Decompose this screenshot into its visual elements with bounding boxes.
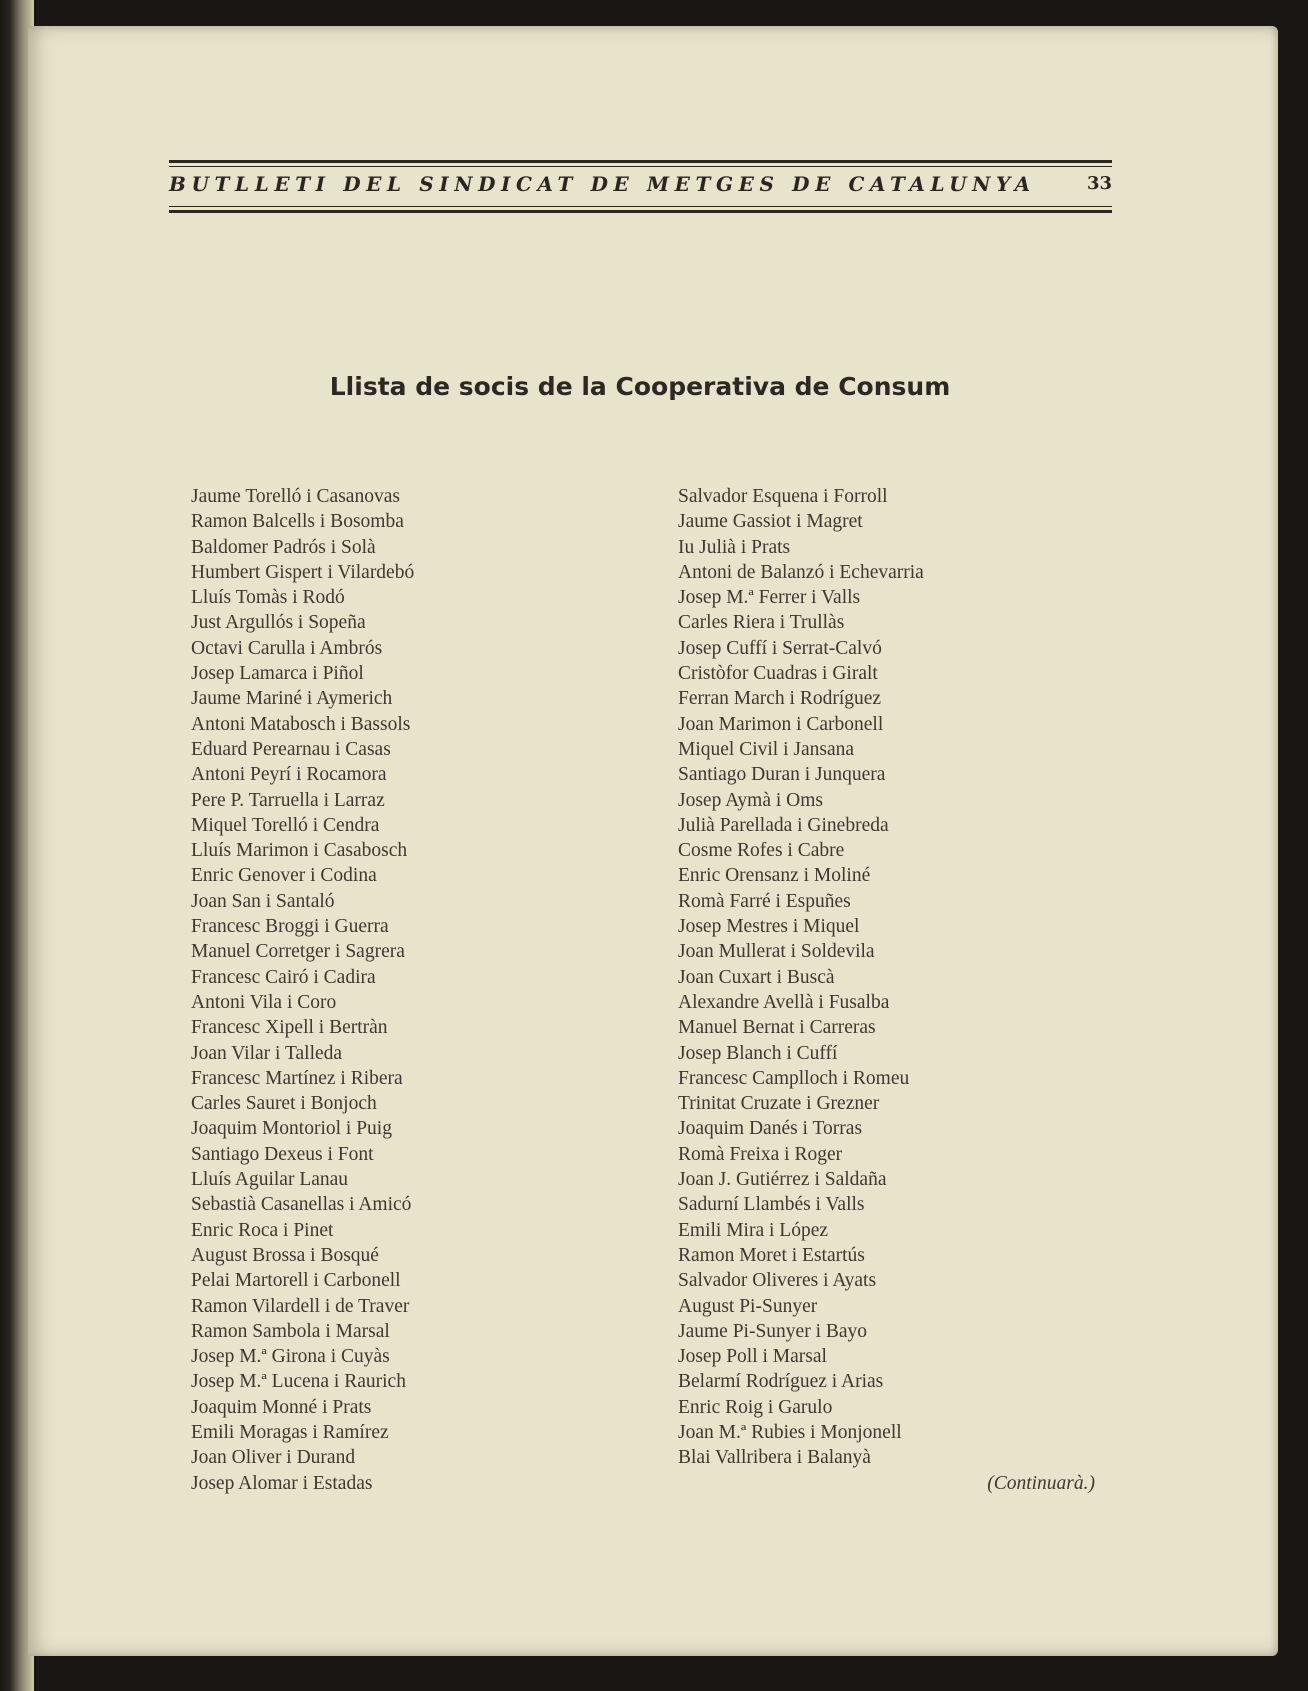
- member-name: Humbert Gispert i Vilardebó: [191, 561, 415, 583]
- member-name: Cosme Rofes i Cabre: [678, 840, 845, 862]
- member-name: August Brossa i Bosqué: [191, 1244, 379, 1266]
- page-number: 33: [1086, 173, 1112, 194]
- member-name: Joan Marimon i Carbonell: [678, 713, 884, 735]
- member-name: Francesc Xipell i Bertràn: [191, 1017, 388, 1039]
- member-name: Romà Farré i Espuñes: [678, 890, 851, 912]
- member-name: Jaume Pi-Sunyer i Bayo: [678, 1320, 868, 1342]
- member-name: Joan Mullerat i Soldevila: [678, 941, 875, 963]
- member-column-left: [191, 484, 414, 1496]
- member-name: Baldomer Padrós i Solà: [191, 536, 376, 558]
- member-name: Antoni Vila i Coro: [191, 991, 337, 1013]
- member-name: Josep Poll i Marsal: [678, 1346, 827, 1368]
- member-name: Ferran March i Rodríguez: [678, 688, 882, 710]
- member-list-right: [678, 484, 924, 1471]
- member-name: Ramon Sambola i Marsal: [191, 1320, 390, 1342]
- member-name: Francesc Martínez i Ribera: [191, 1067, 403, 1089]
- member-name: Jaume Mariné i Aymerich: [191, 688, 393, 710]
- member-name: Lluís Aguilar Lanau: [191, 1169, 349, 1191]
- header-rule-top: [169, 160, 1112, 163]
- member-name: Ramon Vilardell i de Traver: [191, 1295, 410, 1317]
- member-name: Carles Sauret i Bonjoch: [191, 1093, 377, 1115]
- member-name: Jaume Torelló i Casanovas: [191, 486, 400, 507]
- member-name: Josep Lamarca i Piñol: [191, 663, 364, 685]
- member-name: Iu Julià i Prats: [678, 536, 791, 558]
- member-name: Joaquim Monné i Prats: [191, 1396, 372, 1418]
- member-name: Octavi Carulla i Ambrós: [191, 637, 383, 659]
- member-name: Blai Vallribera i Balanyà: [678, 1447, 871, 1469]
- member-column-right: [678, 484, 924, 1471]
- member-name: Joan San i Santaló: [191, 890, 335, 912]
- member-name: Emili Mira i López: [678, 1219, 829, 1241]
- member-name: Santiago Duran i Junquera: [678, 764, 886, 786]
- member-name: Santiago Dexeus i Font: [191, 1143, 374, 1165]
- member-name: Romà Freixa i Roger: [678, 1143, 843, 1165]
- member-name: Carles Riera i Trullàs: [678, 612, 845, 634]
- member-name: Josep M.ª Ferrer i Valls: [678, 587, 861, 609]
- member-name: Antoni de Balanzó i Echevarria: [678, 561, 924, 583]
- member-name: Josep Alomar i Estadas: [191, 1472, 373, 1494]
- member-name: Joan Vilar i Talleda: [191, 1042, 343, 1064]
- member-name: Jaume Gassiot i Magret: [678, 511, 863, 533]
- journal-title: BUTLLETI DEL SINDICAT DE METGES DE CATALUNYA: [169, 172, 1036, 196]
- list-title: Llista de socis de la Cooperativa de Consum: [329, 372, 951, 401]
- member-name: Lluís Marimon i Casabosch: [191, 840, 408, 862]
- member-name: Joan J. Gutiérrez i Saldaña: [678, 1169, 887, 1191]
- member-name: Francesc Camplloch i Romeu: [678, 1067, 910, 1089]
- running-header: [169, 160, 1112, 220]
- member-name: Salvador Esquena i Forroll: [678, 486, 888, 507]
- member-name: Sebastià Casanellas i Amicó: [191, 1194, 412, 1216]
- member-name: Enric Roca i Pinet: [191, 1219, 334, 1241]
- member-name: Josep Mestres i Miquel: [678, 916, 860, 938]
- member-name: Antoni Peyrí i Rocamora: [191, 764, 387, 786]
- member-name: Josep Cuffí i Serrat-Calvó: [678, 637, 882, 659]
- member-name: Salvador Oliveres i Ayats: [678, 1270, 877, 1292]
- member-name: August Pi-Sunyer: [678, 1295, 818, 1317]
- member-name: Joaquim Danés i Torras: [678, 1118, 863, 1140]
- member-name: Enric Genover i Codina: [191, 865, 377, 887]
- member-name: Miquel Civil i Jansana: [678, 738, 855, 760]
- member-list-left: [191, 484, 414, 1496]
- member-name: Josep Blanch i Cuffí: [678, 1042, 838, 1064]
- member-name: Enric Roig i Garulo: [678, 1396, 833, 1418]
- member-name: Josep M.ª Lucena i Raurich: [191, 1371, 406, 1393]
- scanned-page: [28, 26, 1278, 1656]
- member-name: Eduard Perearnau i Casas: [191, 738, 391, 760]
- member-name: Ramon Moret i Estartús: [678, 1244, 865, 1266]
- member-name: Antoni Matabosch i Bassols: [191, 713, 411, 735]
- member-name: Sadurní Llambés i Valls: [678, 1194, 865, 1216]
- member-name: Cristòfor Cuadras i Giralt: [678, 663, 878, 685]
- header-rule-bottom-thin: [169, 206, 1112, 207]
- member-name: Miquel Torelló i Cendra: [191, 814, 380, 836]
- member-name: Alexandre Avellà i Fusalba: [678, 991, 890, 1013]
- member-name: Manuel Bernat i Carreras: [678, 1017, 876, 1039]
- member-name: Joan M.ª Rubies i Monjonell: [678, 1421, 902, 1443]
- member-name: Pere P. Tarruella i Larraz: [191, 789, 385, 811]
- member-name: Emili Moragas i Ramírez: [191, 1421, 389, 1443]
- member-name: Josep Aymà i Oms: [678, 789, 824, 811]
- member-name: Manuel Corretger i Sagrera: [191, 941, 405, 963]
- member-name: Josep M.ª Girona i Cuyàs: [191, 1346, 390, 1368]
- member-name: Joaquim Montoriol i Puig: [191, 1118, 392, 1140]
- member-name: Enric Orensanz i Moliné: [678, 865, 871, 887]
- member-name: Joan Cuxart i Buscà: [678, 966, 835, 988]
- member-name: Pelai Martorell i Carbonell: [191, 1270, 401, 1292]
- header-rule-bottom: [169, 210, 1112, 213]
- member-name: Francesc Broggi i Guerra: [191, 916, 389, 938]
- continuation-note: (Continuarà.): [987, 1473, 1095, 1494]
- member-name: Just Argullós i Sopeña: [191, 612, 366, 634]
- member-name: Lluís Tomàs i Rodó: [191, 587, 345, 609]
- member-name: Trinitat Cruzate i Grezner: [678, 1093, 880, 1115]
- member-name: Joan Oliver i Durand: [191, 1447, 356, 1469]
- member-name: Belarmí Rodríguez i Arias: [678, 1371, 884, 1393]
- member-name: Francesc Cairó i Cadira: [191, 966, 376, 988]
- header-rule-top-thin: [169, 166, 1112, 167]
- member-name: Julià Parellada i Ginebreda: [678, 814, 889, 836]
- member-name: Ramon Balcells i Bosomba: [191, 511, 404, 533]
